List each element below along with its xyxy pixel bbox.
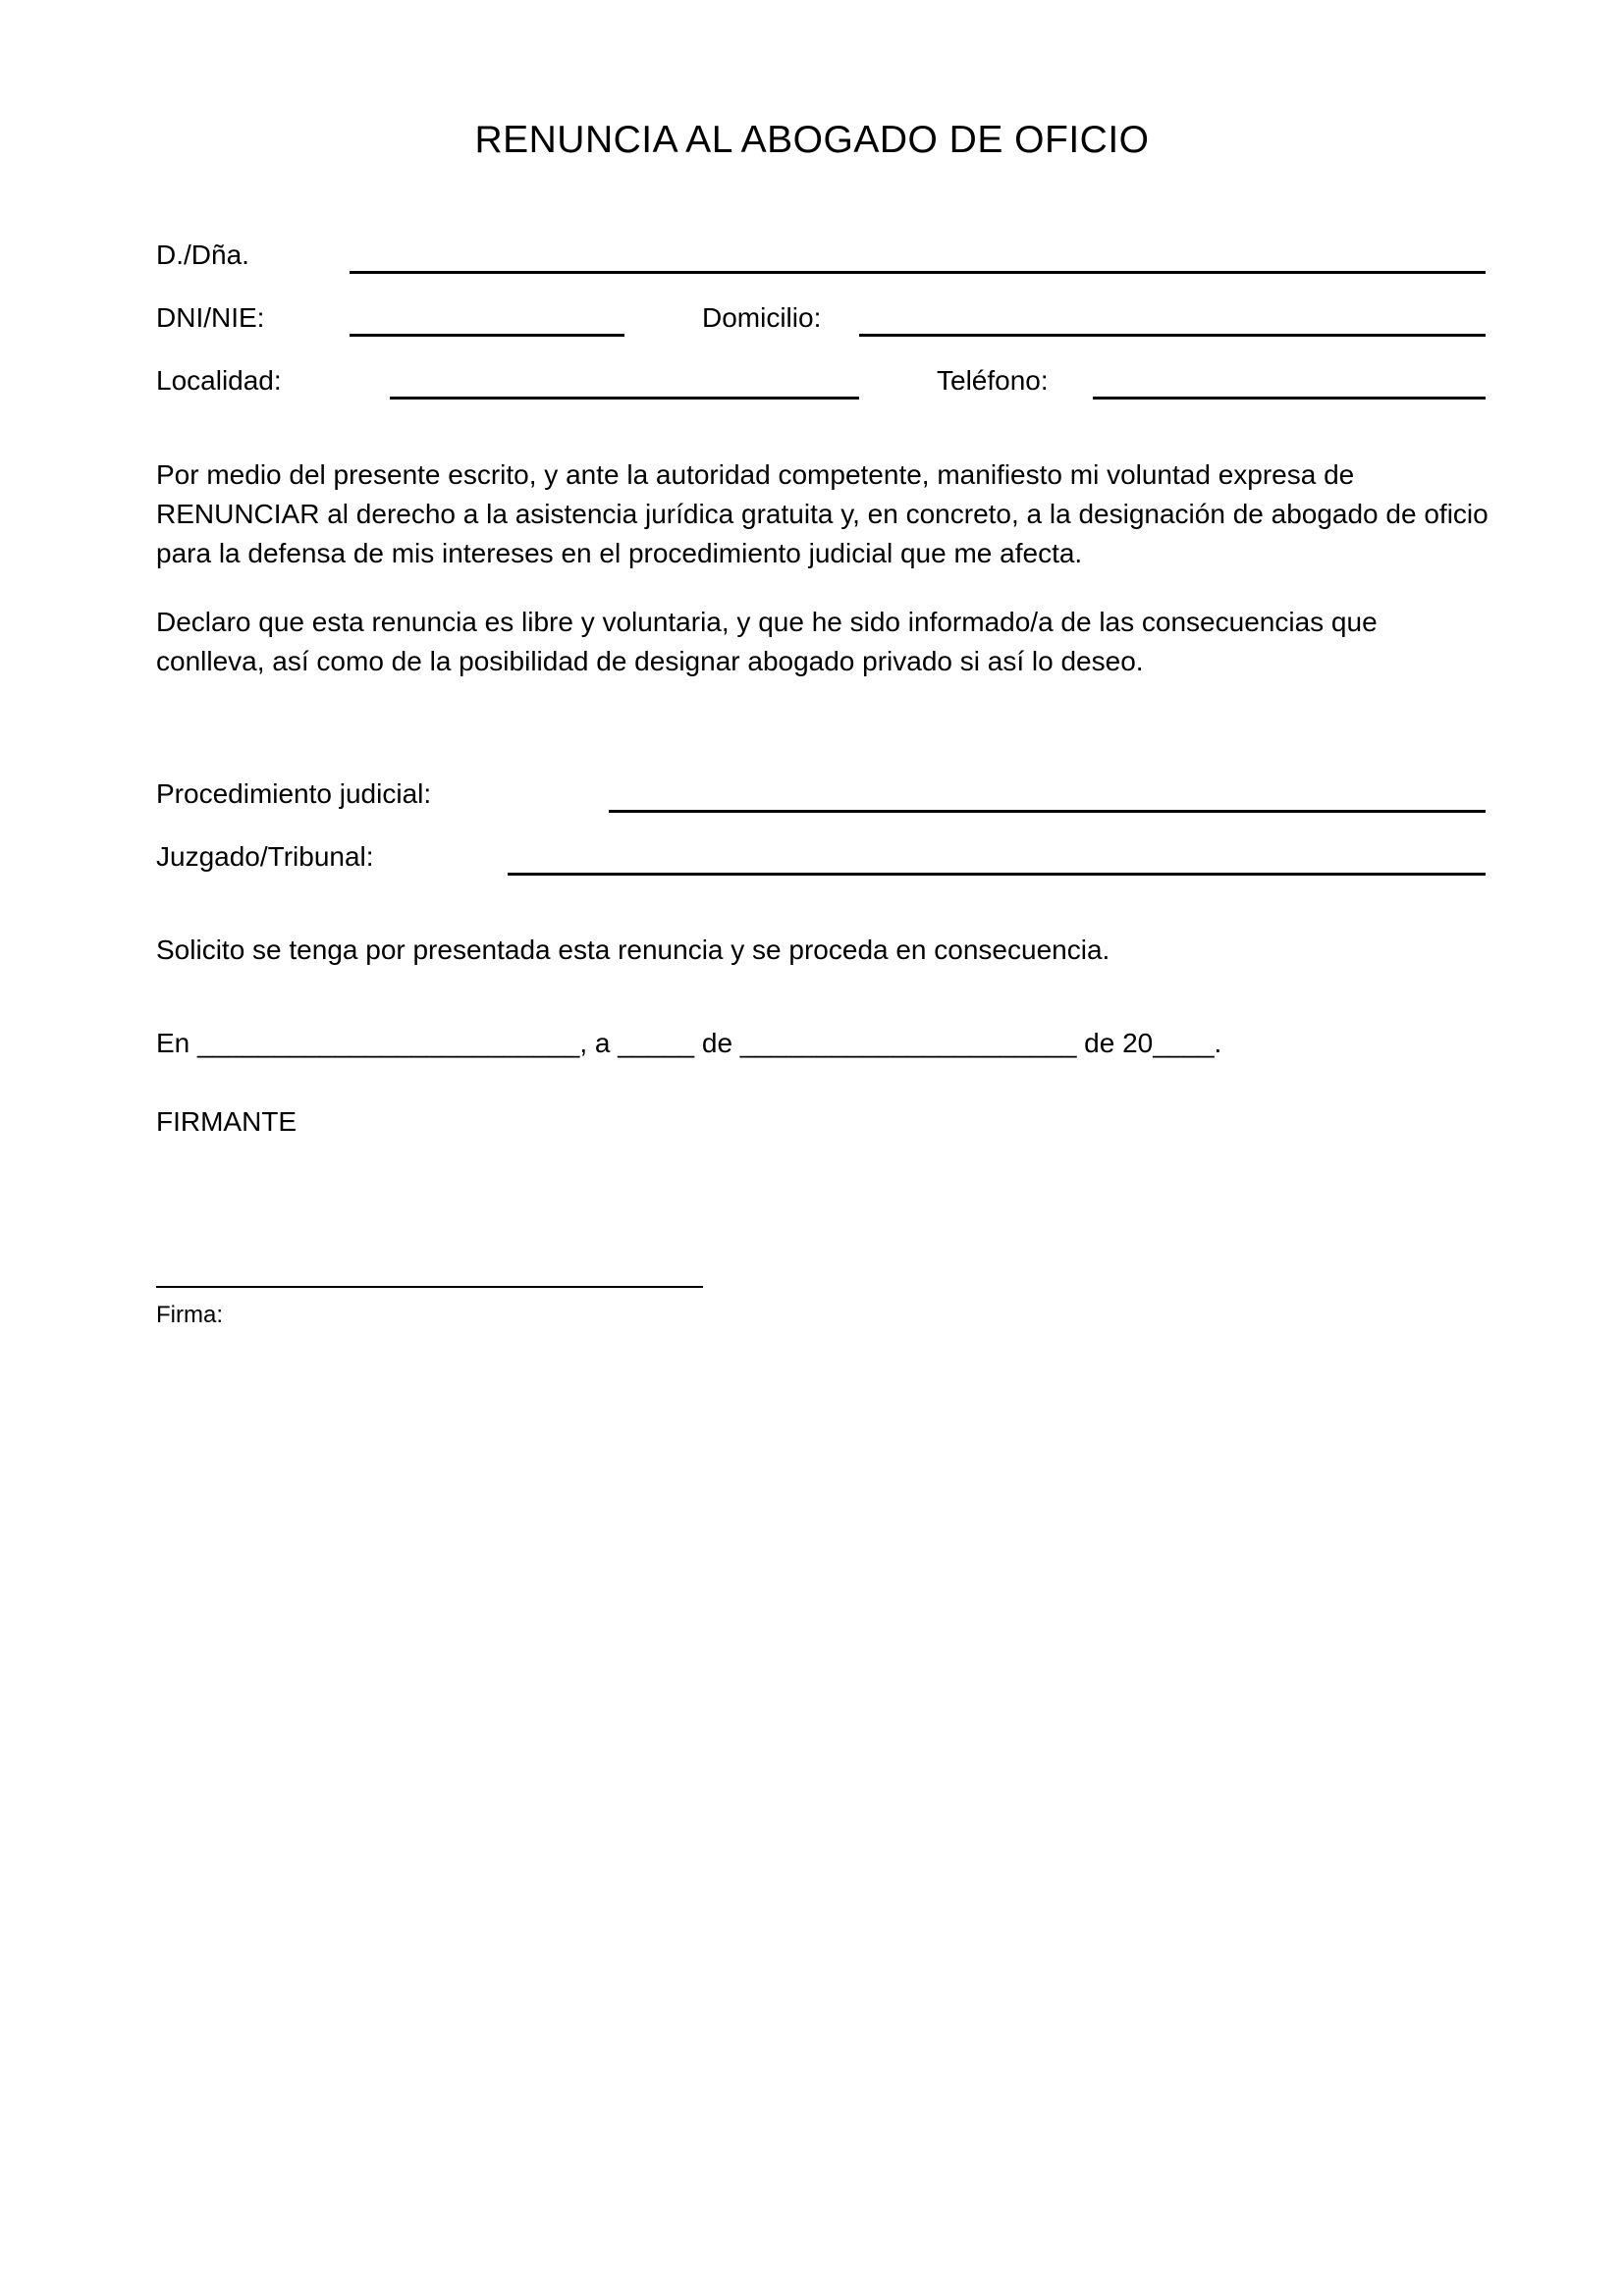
localidad-label: Localidad:	[156, 365, 282, 396]
signature-line[interactable]	[156, 1286, 703, 1288]
telefono-field-line[interactable]	[1093, 397, 1486, 400]
procedimiento-field-line[interactable]	[609, 810, 1486, 813]
signature-caption: Firma:	[156, 1302, 223, 1328]
domicilio-field-line[interactable]	[859, 334, 1486, 337]
request-text: Solicito se tenga por presentada esta renuncia y se proceda en consecuencia.	[156, 934, 1110, 965]
declaration-paragraph-1: Por medio del presente escrito, y ante la autoridad competente, manifiesto mi voluntad expresa de RENUNCIAR al derecho a la asistencia jurídica gratuita y, en concreto, a la designación de abogado de oficio para la defensa de mis intereses en el procedimiento judicial que me afecta.	[156, 459, 1489, 568]
dni-label: DNI/NIE:	[156, 302, 265, 333]
telefono-label: Teléfono:	[937, 365, 1049, 396]
localidad-field-line[interactable]	[390, 397, 859, 400]
dni-field-line[interactable]	[350, 334, 624, 337]
juzgado-label: Juzgado/Tribunal:	[156, 841, 374, 872]
procedimiento-label: Procedimiento judicial:	[156, 778, 432, 809]
document-title: RENUNCIA AL ABOGADO DE OFICIO	[474, 119, 1150, 161]
nombre-label: D./Dña.	[156, 240, 249, 270]
juzgado-field-line[interactable]	[508, 873, 1486, 876]
signer-label: FIRMANTE	[156, 1106, 298, 1137]
nombre-field-line[interactable]	[350, 271, 1486, 274]
date-line: En _________________________, a _____ de ______________________ de 20____.	[156, 1028, 1222, 1058]
declaration-paragraph-2: Declaro que esta renuncia es libre y voluntaria, y que he sido informado/a de las consecuencias que conlleva, así como de la posibilidad de designar abogado privado si así lo deseo.	[156, 607, 1378, 676]
domicilio-label: Domicilio:	[702, 302, 822, 333]
